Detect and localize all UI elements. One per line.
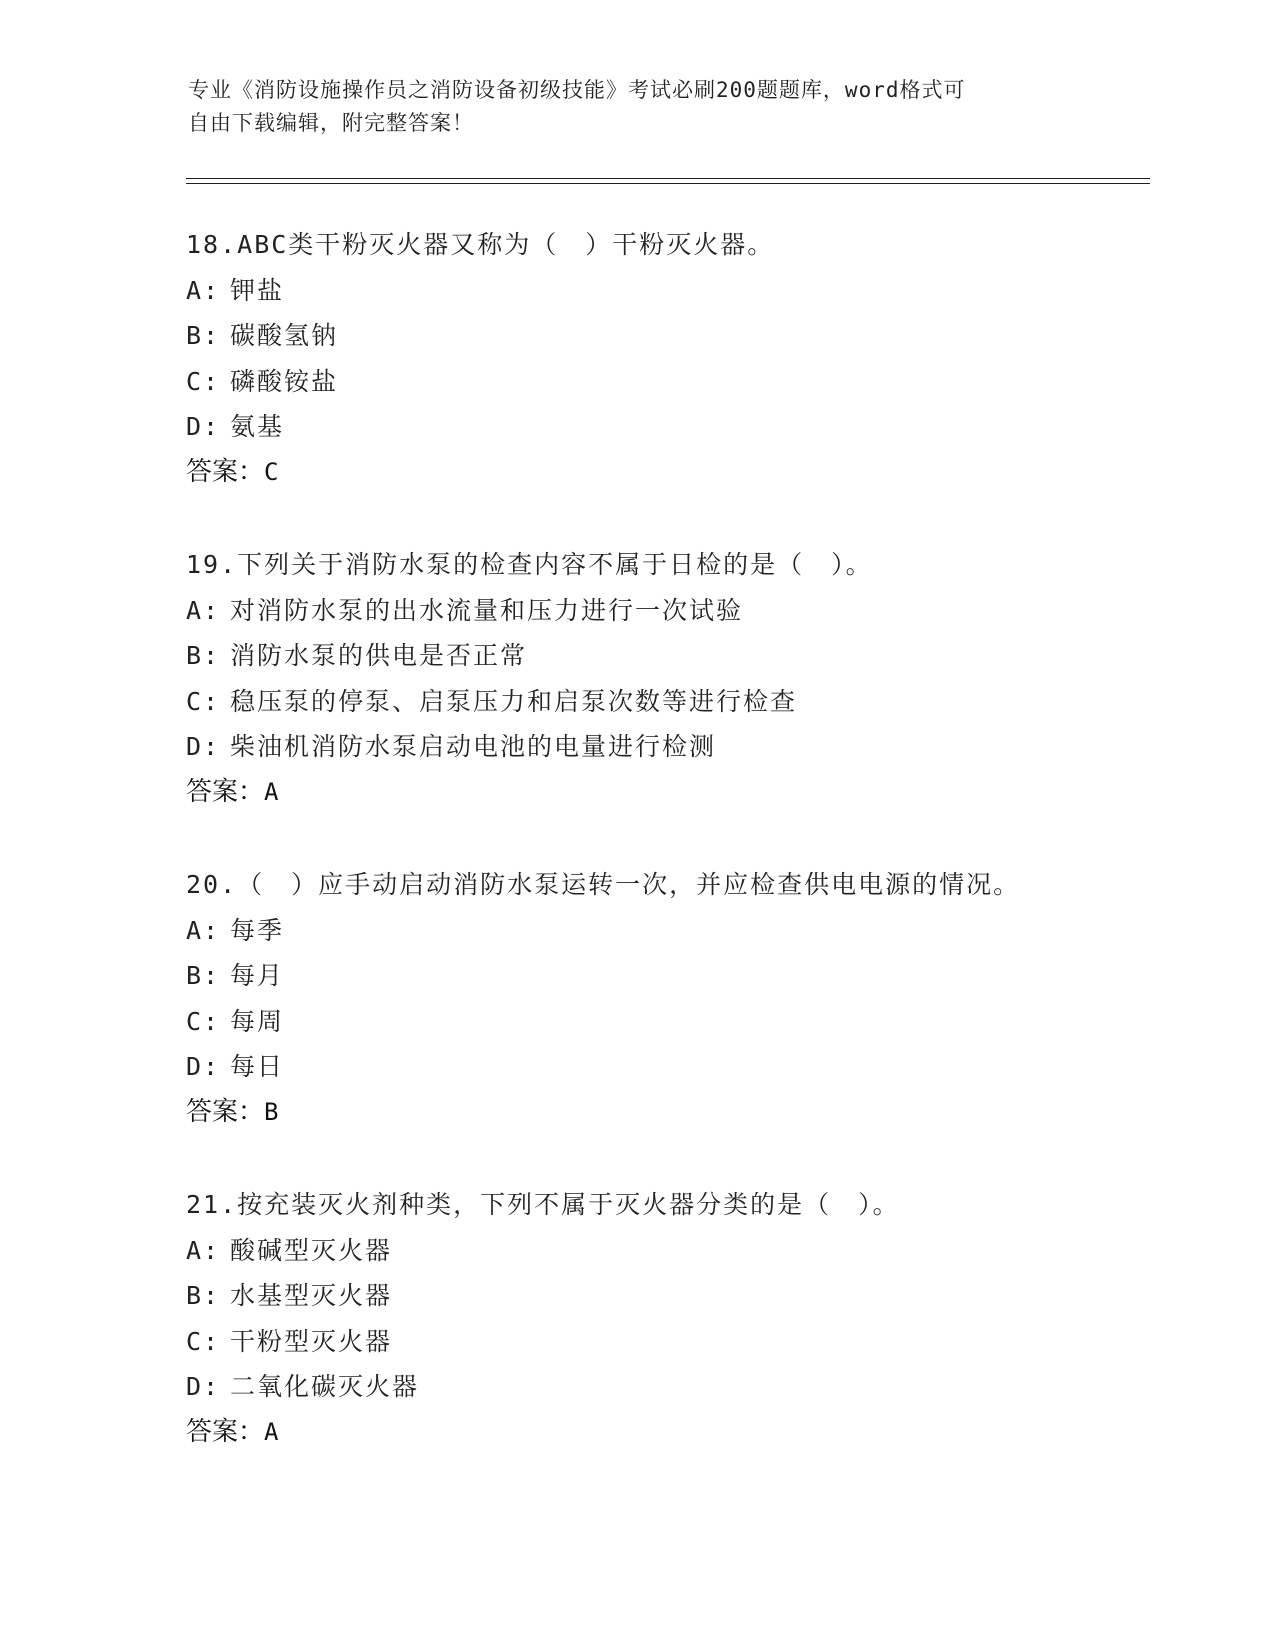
answer-value: C [264, 458, 279, 486]
answer-value: A [264, 778, 279, 806]
option-c [186, 1007, 1146, 1037]
answer-label: 答案： [186, 1097, 265, 1127]
option-letter: C: [186, 1326, 221, 1356]
question-stem: 18.ABC类干粉灭火器又称为（ ）干粉灭火器。 [186, 230, 775, 259]
header-divider-bottom [186, 183, 1150, 184]
option-b [186, 641, 1146, 671]
option-text: 酸碱型灭火器 [230, 1235, 393, 1265]
option-letter: A: [186, 1235, 221, 1265]
option-d [186, 732, 1146, 762]
option-text: 每日 [230, 1052, 285, 1081]
option-letter: B: [186, 321, 221, 350]
option-text: 每月 [230, 961, 285, 990]
option-text: 柴油机消防水泵启动电池的电量进行检测 [230, 732, 717, 761]
option-c [186, 1327, 1146, 1357]
header-line-2: 自由下载编辑，附完整答案！ [188, 111, 474, 135]
option-letter: A: [186, 595, 221, 625]
option-letter: C: [186, 686, 221, 716]
answer-label: 答案： [186, 1417, 265, 1447]
option-letter: D: [186, 1372, 221, 1401]
option-text: 碳酸氢钠 [230, 321, 339, 350]
option-d [186, 1052, 1146, 1082]
option-letter: B: [186, 641, 221, 670]
answer-label: 答案： [186, 457, 265, 487]
option-letter: C: [186, 1006, 221, 1036]
option-a [186, 1236, 1146, 1266]
answer-value: B [264, 1098, 279, 1126]
option-letter: D: [186, 412, 221, 441]
answer-label: 答案： [186, 777, 265, 807]
option-a [186, 276, 1146, 306]
option-text: 干粉型灭火器 [230, 1326, 393, 1356]
option-letter: C: [186, 366, 221, 396]
option-text: 每季 [230, 915, 285, 945]
option-letter: D: [186, 732, 221, 761]
option-letter: D: [186, 1052, 221, 1081]
question-20 [186, 870, 1146, 1127]
answer-line [186, 1097, 1146, 1127]
option-b [186, 321, 1146, 351]
option-text: 每周 [230, 1006, 285, 1036]
answer-line [186, 1417, 1146, 1447]
option-text: 二氧化碳灭火器 [230, 1372, 420, 1401]
option-a [186, 596, 1146, 626]
option-c [186, 687, 1146, 717]
header-divider-top [186, 178, 1150, 179]
option-text: 水基型灭火器 [230, 1281, 393, 1310]
document-header [188, 74, 1068, 140]
option-text: 稳压泵的停泵、启泵压力和启泵次数等进行检查 [230, 686, 798, 716]
option-text: 氨基 [230, 412, 285, 441]
question-stem: 21.按充装灭火剂种类，下列不属于灭火器分类的是（ ）。 [186, 1190, 900, 1219]
question-stem: 20.（ ）应手动启动消防水泵运转一次，并应检查供电电源的情况。 [186, 870, 1021, 899]
option-text: 磷酸铵盐 [230, 366, 339, 396]
option-letter: A: [186, 915, 221, 945]
question-18 [186, 230, 1146, 487]
option-b [186, 1281, 1146, 1311]
option-d [186, 1372, 1146, 1402]
option-text: 钾盐 [230, 275, 285, 305]
option-text: 消防水泵的供电是否正常 [230, 641, 528, 670]
option-letter: A: [186, 275, 221, 305]
option-letter: B: [186, 1281, 221, 1310]
answer-line [186, 777, 1146, 807]
header-line-1: 专业《消防设施操作员之消防设备初级技能》考试必刷200题题库，word格式可 [188, 78, 966, 102]
option-a [186, 916, 1146, 946]
option-c [186, 367, 1146, 397]
option-d [186, 412, 1146, 442]
option-text: 对消防水泵的出水流量和压力进行一次试验 [230, 595, 744, 625]
option-letter: B: [186, 961, 221, 990]
question-21 [186, 1190, 1146, 1447]
option-b [186, 961, 1146, 991]
question-stem: 19.下列关于消防水泵的检查内容不属于日检的是（ ）。 [186, 550, 873, 579]
question-19 [186, 550, 1146, 807]
answer-line [186, 457, 1146, 487]
answer-value: A [264, 1418, 279, 1446]
